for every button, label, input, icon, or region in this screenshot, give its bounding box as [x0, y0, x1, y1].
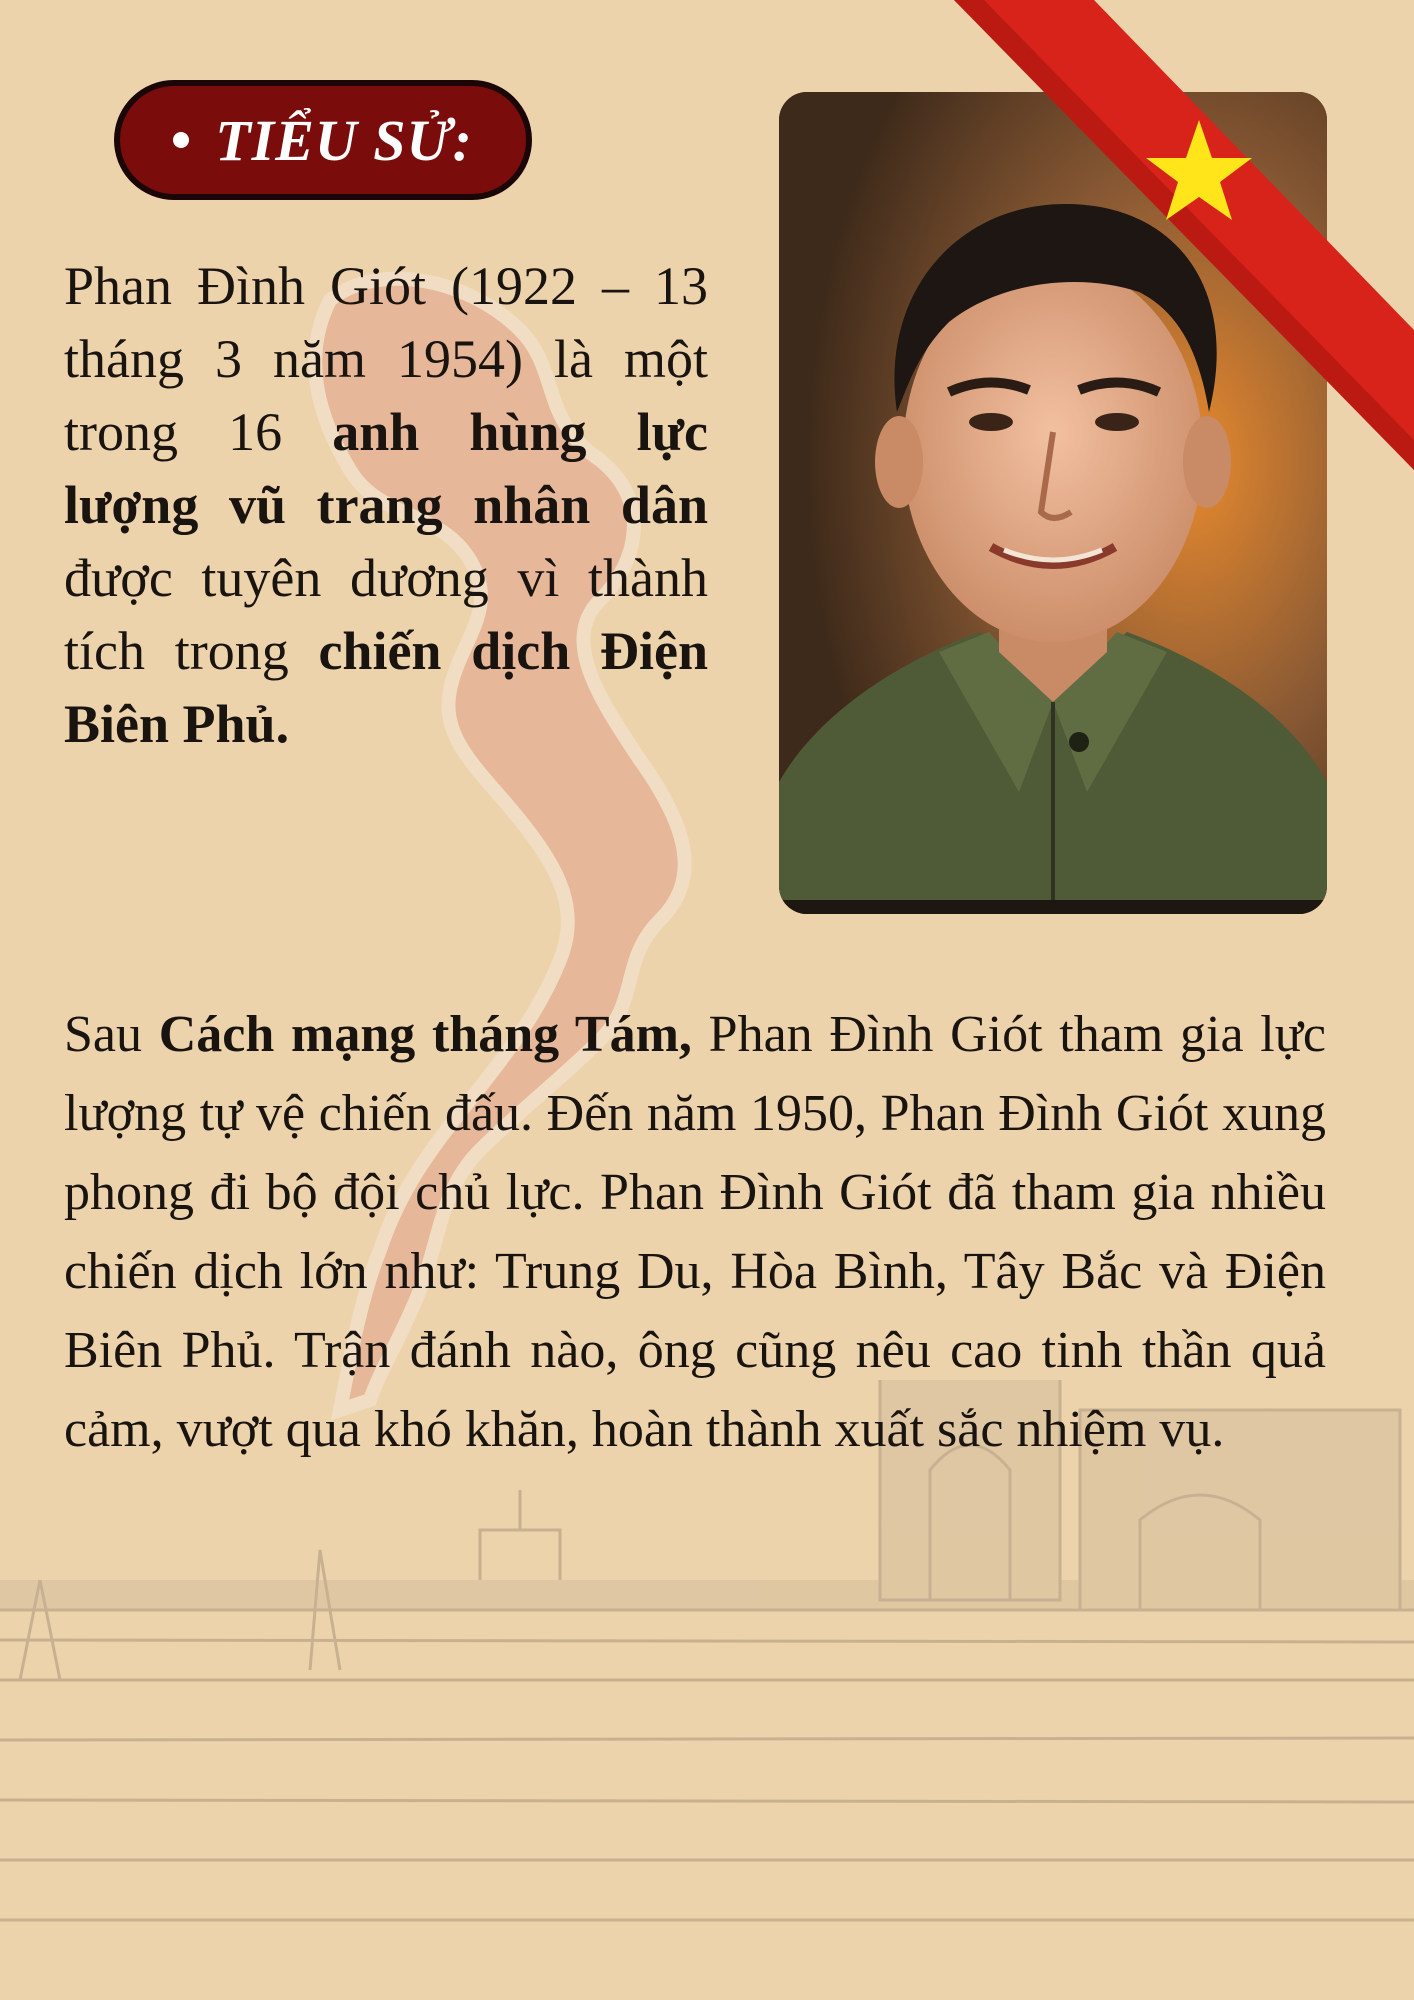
intro-paragraph — [64, 250, 708, 761]
intro-text-2: được tuyên dương vì thành tích trong — [64, 548, 708, 681]
intro-bold-2: chiến dịch Điện Biên Phủ. — [64, 621, 708, 754]
bullet-dot-icon — [173, 132, 189, 148]
bio-text-1: Sau — [64, 1006, 159, 1063]
biography-paragraph — [64, 995, 1326, 1469]
bio-text-2: Phan Đình Giót tham gia lực lượng tự vệ chiến đấu. Đến năm 1950, Phan Đình Giót xung phong đi bộ đội chủ lực. Phan Đình Giót đã tham gia nhiều chiến dịch lớn như: Trung Du, Hòa Bình, Tây Bắc và Điện Biên Phủ. Trận đánh nào, ông cũng nêu cao tinh thần quả cảm, vượt qua khó khăn, hoàn thành xuất sắc nhiệm vụ. — [64, 1006, 1326, 1458]
bio-bold-1: Cách mạng tháng Tám, — [158, 1006, 692, 1063]
intro-text-1: Phan Đình Giót (1922 – 13 tháng 3 năm 1954) là một trong 16 — [64, 256, 708, 462]
section-title-badge — [114, 80, 532, 200]
intro-bold-1: anh hùng lực lượng vũ trang nhân dân — [64, 402, 708, 535]
lake-tower-sketch — [0, 1380, 1414, 2000]
vietnam-flag-star-icon — [954, 0, 1414, 470]
section-title: TIỂU SỬ: — [215, 107, 473, 173]
